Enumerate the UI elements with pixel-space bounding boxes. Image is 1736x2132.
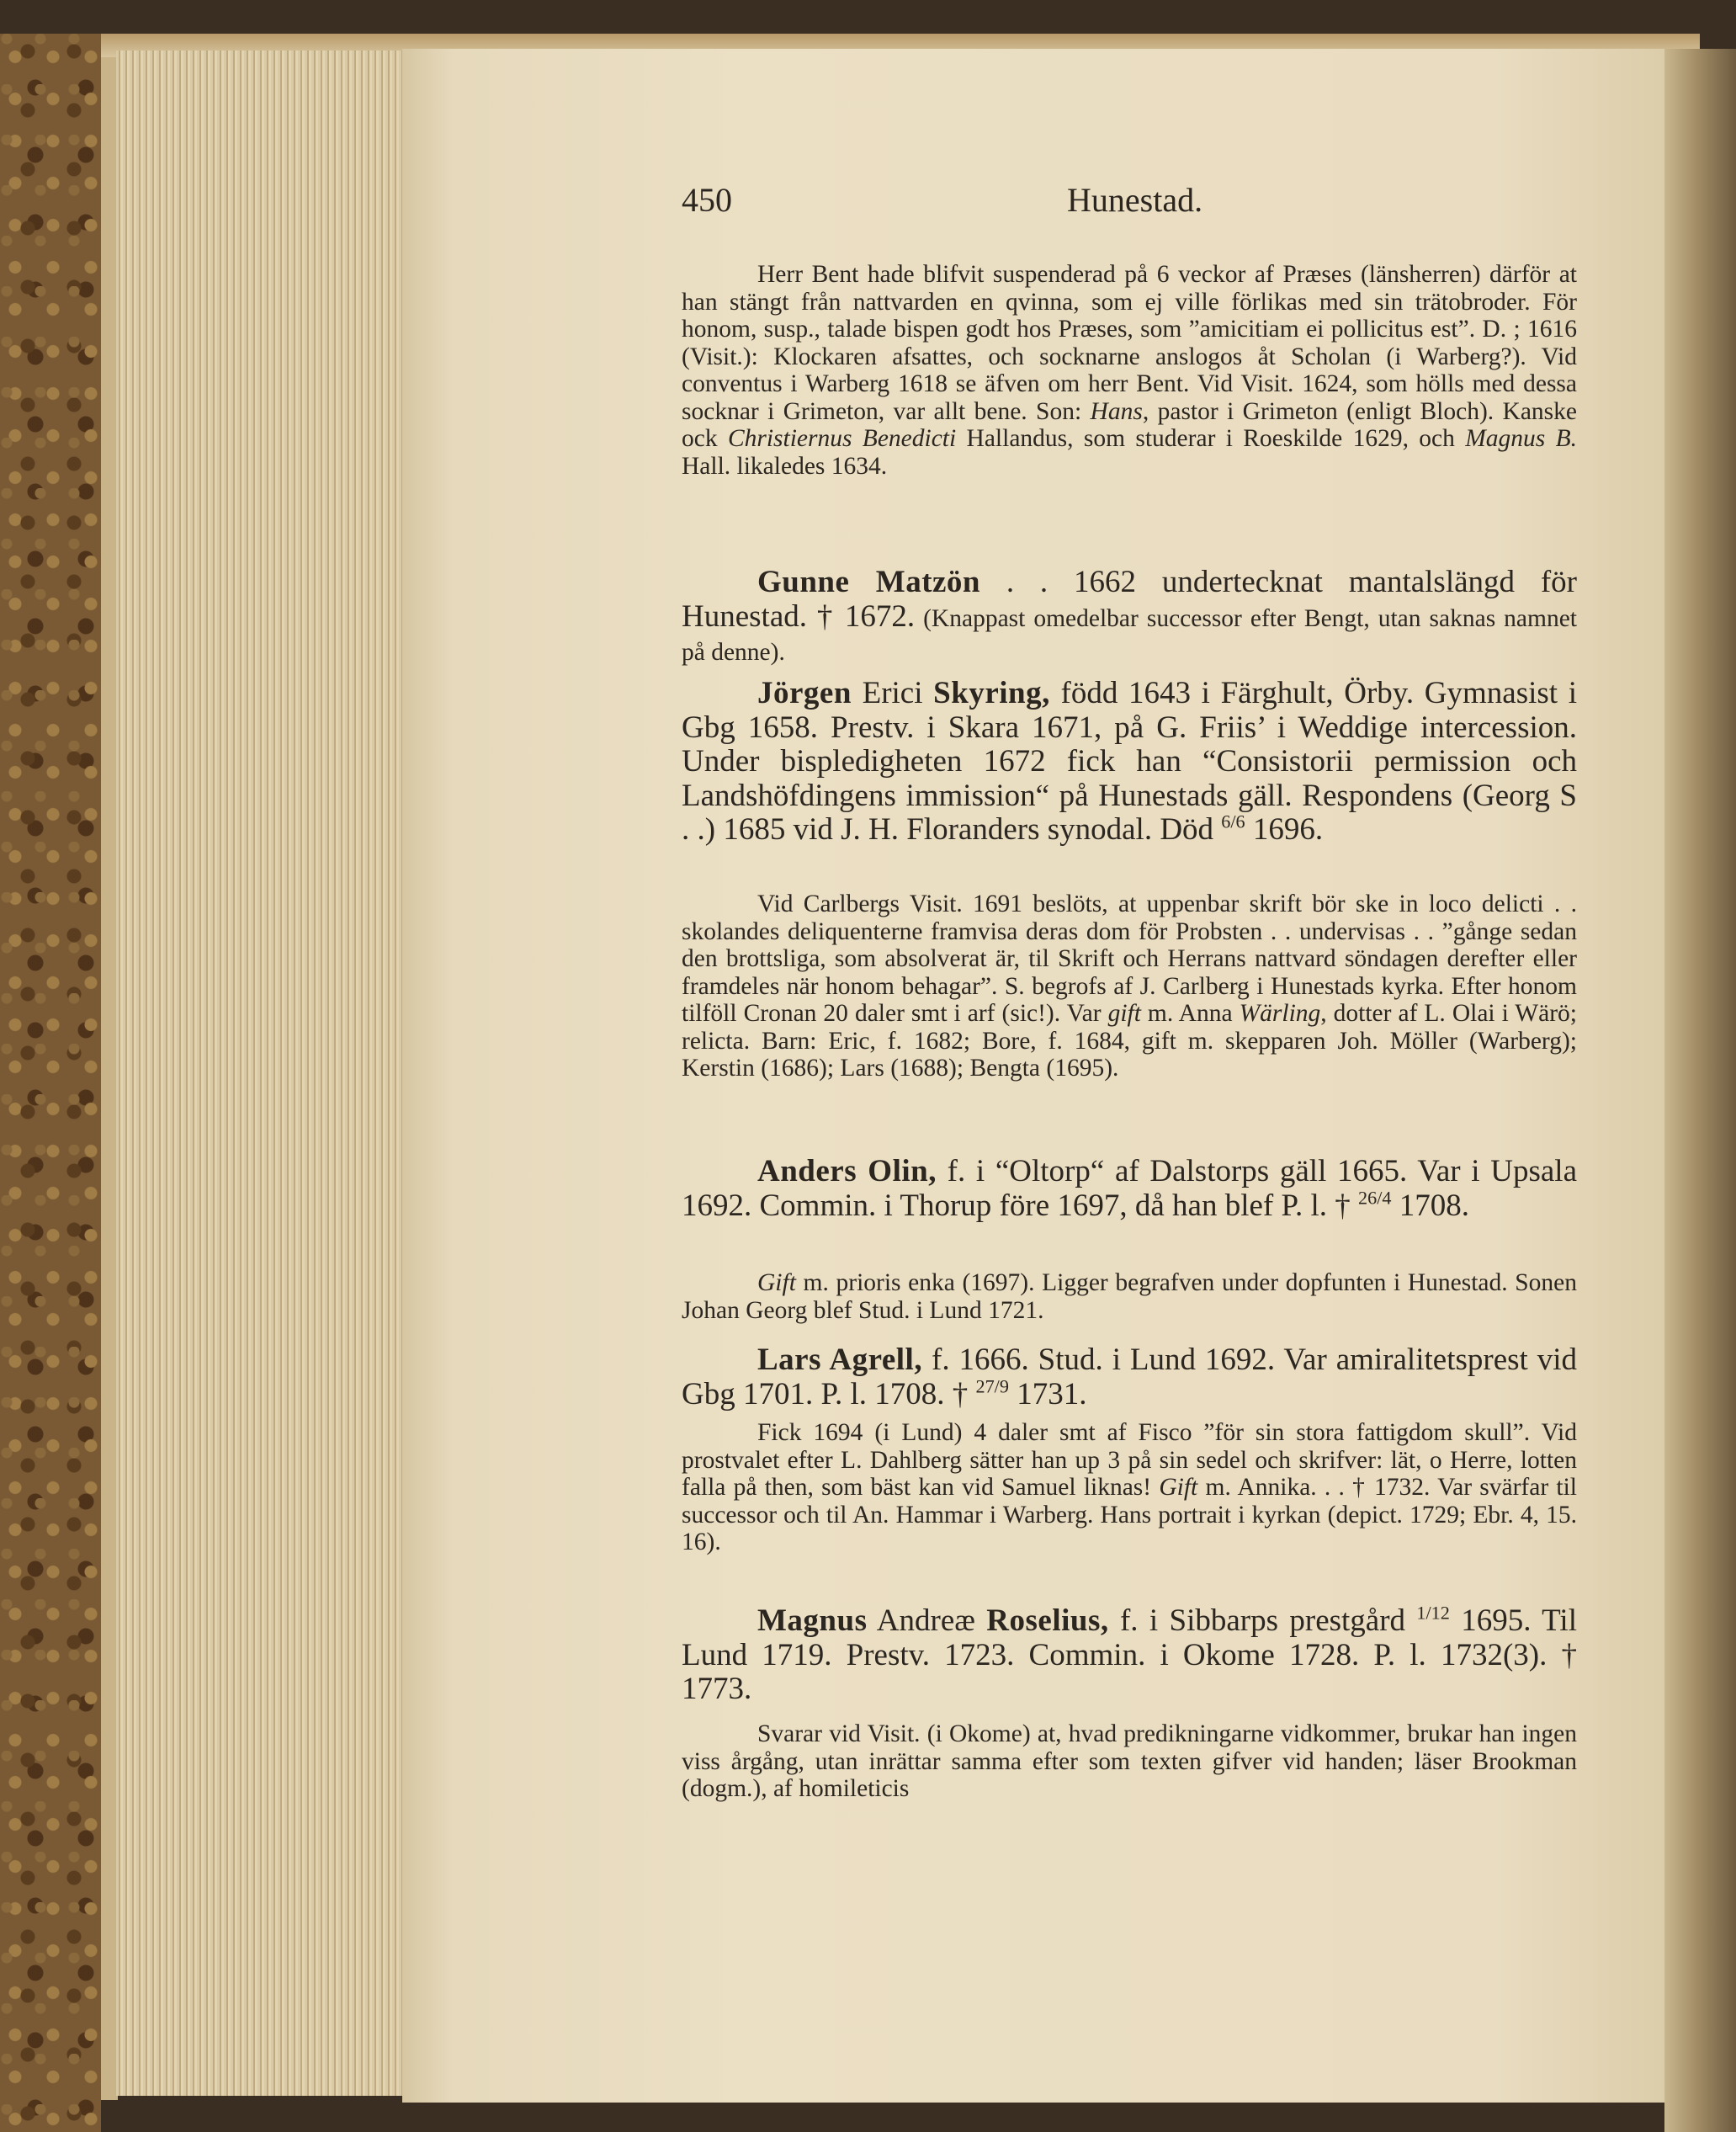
cover-edge xyxy=(101,46,118,2100)
running-head xyxy=(682,180,1220,222)
entry-gunne-matzon: Gunne Matzön . . 1662 undertecknat mantalslängd för Hunestad. † 1672. (Knappast omedelbar successor efter Bengt, utan saknas namnet på denne). xyxy=(682,565,1577,666)
entry-jorgen-skyring: Jörgen Erici Skyring, född 1643 i Färghult, Örby. Gymnasist i Gbg 1658. Prestv. i Skara 1671, på G. Friis’ i Weddige intercession. Under bispledigheten 1672 fick han “Consistorii permission och Landshöfdingens immission“ på Hunestads gäll. Respondens (Georg S . .) 1685 vid J. H. Floranders synodal. Död $^{6/6}$ 1696. xyxy=(682,676,1578,847)
note-jorgen-skyring: Vid Carlbergs Visit. 1691 beslöts, at uppenbar skrift bör ske in loco delicti . . skolandes deliquenterne framvisa deras dom för Probsten . . undervisas . . ”gånge sedan den brottsliga, som absolverat är, til Skrift och Herrans nattvard söndagen derefter eller framdeles när honom behagar”. S. begrofs af J. Carlberg i Hunestads kyrka. Efter honom tilföll Cronan 20 daler smt i arf (sic!). Var gift m. Anna Wärling, dotter af L. Olai i Wärö; relicta. Barn: Eric, f. 1682; Bore, f. 1684, gift m. skepparen Joh. Möller (Warberg); Kerstin (1686); Lars (1688); Bengta (1695). xyxy=(682,891,1578,1082)
entry-name: Jörgen xyxy=(757,676,852,710)
running-title: Hunestad. xyxy=(1067,181,1203,219)
entry-name: Lars Agrell, xyxy=(757,1342,923,1377)
paragraph-bent: Herr Bent hade blifvit suspenderad på 6 veckor af Præses (länsherren) därför at han stängt från nattvarden en qvinna, som ej ville förlikas med sin trätobroder. För honom, susp., talade bispen godt hos Præses, som ”amicitiam ei pollicitus est”. D. ; 1616 (Visit.): Klockaren afsattes, och socknarne anslogos åt Scholan (i Warberg?). Vid conventus i Warberg 1618 se äfven om herr Bent. Vid Visit. 1624, som hölls med dessa socknar i Grimeton, var allt bene. Son: Hans, pastor i Grimeton (enligt Bloch). Kanske ock Christiernus Benedicti Hallandus, som studerar i Roeskilde 1629, och Magnus B. Hall. likaledes 1634. xyxy=(682,261,1578,480)
entry-name: Magnus xyxy=(757,1603,868,1638)
note-lars-agrell: Fick 1694 (i Lund) 4 daler smt af Fisco ”för sin stora fattigdom skull”. Vid prostvalet efter L. Dahlberg sätter han up 3 på sin sedel och skrifver: lät, o Herre, lotten falla på then, som bäst kan vid Samuel liknas! Gift m. Annika. . . † 1732. Var svärfar til successor och til An. Hammar i Warberg. Hans portrait i kyrkan (depict. 1729; Ebr. 4, 15. 16). xyxy=(682,1419,1577,1555)
entry-lars-agrell: Lars Agrell, f. 1666. Stud. i Lund 1692. Var amiralitetsprest vid Gbg 1701. P. l. 1708. † $^{27/9}$ 1731. xyxy=(682,1342,1577,1412)
entry-magnus-roselius: Magnus Andreæ Roselius, f. i Sibbarps prestgård $^{1/12}$ 1695. Til Lund 1719. Prestv. 1723. Commin. i Okome 1728. P. l. 1732(3). † 1773. xyxy=(682,1602,1577,1706)
page-number: 450 xyxy=(682,181,732,219)
note-anders-olin: Gift m. prioris enka (1697). Ligger begrafven under dopfunten i Hunestad. Sonen Johan Georg blef Stud. i Lund 1721. xyxy=(682,1269,1577,1324)
facing-page-edge xyxy=(1664,49,1736,2132)
page-stack xyxy=(116,51,404,2096)
entry-anders-olin: Anders Olin, f. i “Oltorp“ af Dalstorps gäll 1665. Var i Upsala 1692. Commin. i Thorup före 1697, då han blef P. l. † $^{26/4}$ 1708. xyxy=(682,1154,1577,1223)
book-cover xyxy=(0,34,101,2132)
note-magnus-roselius: Svarar vid Visit. (i Okome) at, hvad predikningarne vidkommer, brukar han ingen viss årgång, utan inrättar samma efter som texten gifver vid handen; läser Brookman (dogm.), af homileticis xyxy=(682,1720,1577,1802)
entry-name: Anders Olin, xyxy=(757,1154,937,1188)
entry-name: Gunne Matzön xyxy=(757,565,981,599)
